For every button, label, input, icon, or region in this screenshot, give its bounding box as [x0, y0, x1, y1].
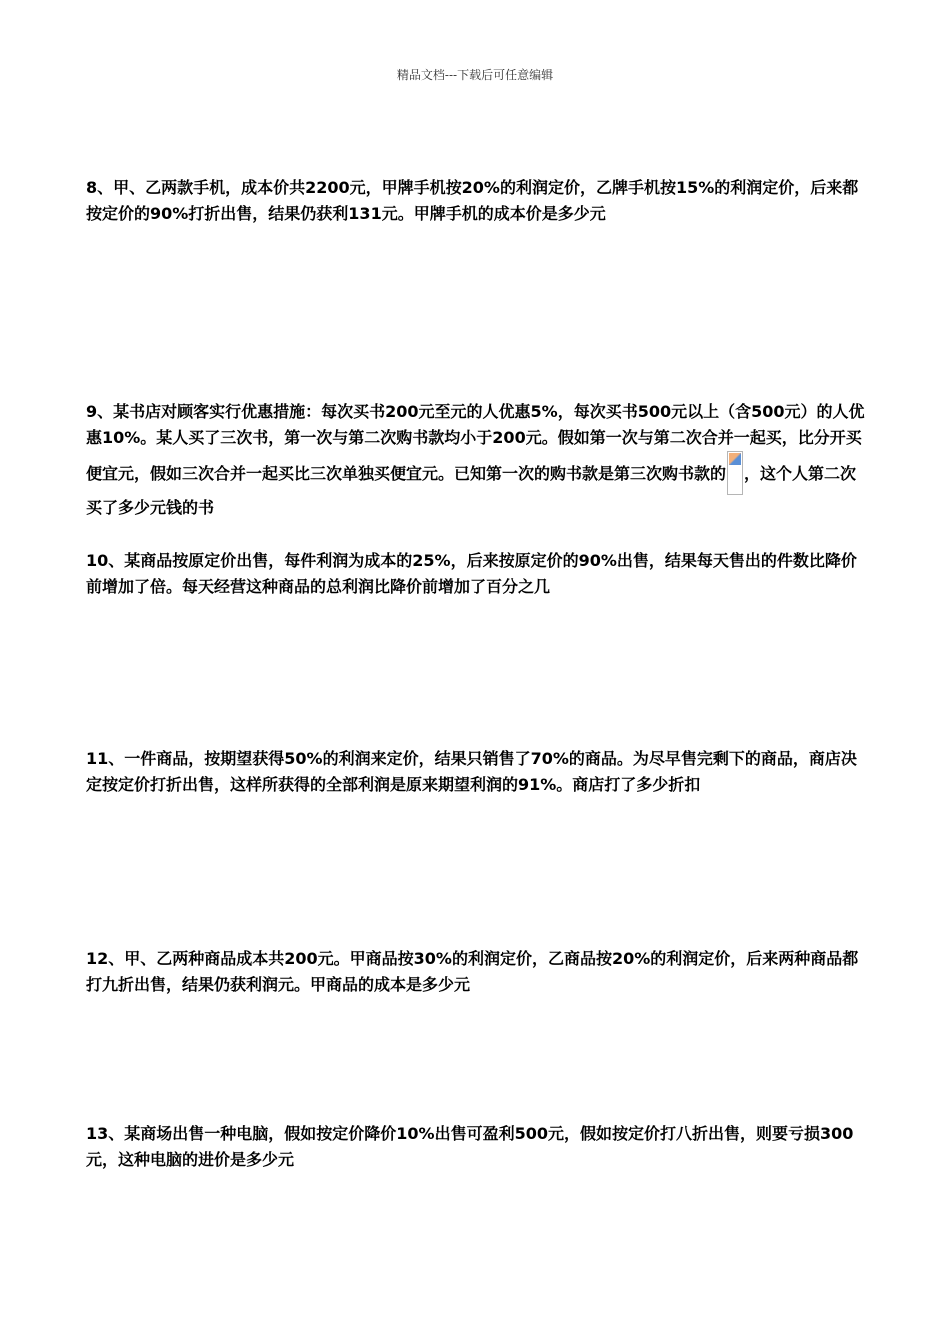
question-12: 12、甲、乙两种商品成本共200元。甲商品按30%的利润定价，乙商品按20%的利润定价，后来两种商品都打九折出售，结果仍获利润元。甲商品的成本是多少元: [86, 949, 859, 994]
question-9: [86, 399, 866, 521]
question-13: 13、某商场出售一种电脑，假如按定价降价10%出售可盈利500元，假如按定价打八折出售，则要亏损300元，这种电脑的进价是多少元: [86, 1124, 854, 1169]
broken-image-icon: [727, 451, 743, 495]
question-9-text-before: 9、某书店对顾客实行优惠措施：每次买书200元至元的人优惠5%，每次买书500元以上（含500元）的人优惠10%。某人买了三次书，第一次与第二次购书款均小于200元。假如第一次与第二次合并一起买，比分开买便宜元，假如三次合并一起买比三次单独买便宜元。已知第一次的购书款是第三次购书款的: [86, 402, 865, 483]
question-10: 10、某商品按原定价出售，每件利润为成本的25%，后来按原定价的90%出售，结果每天售出的件数比降价前增加了倍。每天经营这种商品的总利润比降价前增加了百分之几: [86, 551, 857, 596]
question-11: 11、一件商品，按期望获得50%的利润来定价，结果只销售了70%的商品。为尽早售完剩下的商品，商店决定按定价打折出售，这样所获得的全部利润是原来期望利润的91%。商店打了多少折扣: [86, 749, 857, 794]
question-8: 8、甲、乙两款手机，成本价共2200元，甲牌手机按20%的利润定价，乙牌手机按15%的利润定价，后来都按定价的90%打折出售，结果仍获利131元。甲牌手机的成本价是多少元: [86, 178, 859, 223]
question-9-text-after: ，这个人第二次买了多少元钱的书: [86, 464, 857, 517]
page-header: 精品文档---下载后可任意编辑: [396, 68, 554, 82]
